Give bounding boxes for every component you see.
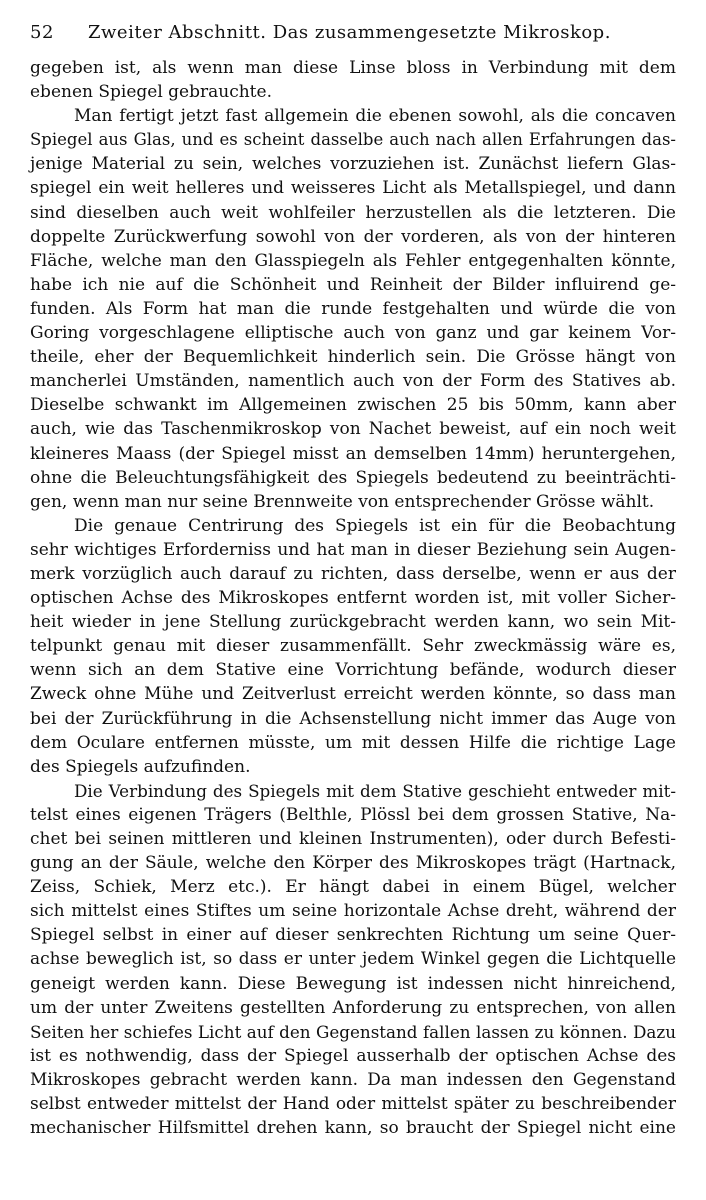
text-line: chet bei seinen mittleren und kleinen Instrumenten), oder durch Befesti- — [30, 829, 676, 849]
text-line: Seiten her schiefes Licht auf den Gegenstand fallen lassen zu können. Dazu — [30, 1021, 676, 1042]
page-header — [30, 22, 676, 56]
text-line: wenn sich an dem Stative eine Vorrichtung befände, wodurch dieser — [30, 660, 676, 681]
text-line: Die Verbindung des Spiegels mit dem Stative geschieht entweder mit- — [74, 780, 676, 801]
text-line: dem Oculare entfernen müsste, um mit dessen Hilfe die richtige Lage — [30, 732, 676, 753]
text-line: Zweck ohne Mühe und Zeitverlust erreicht werden könnte, so dass man — [30, 684, 676, 705]
text-line: funden. Als Form hat man die runde festgehalten und würde die von — [30, 298, 676, 319]
text-line: selbst entweder mittelst der Hand oder mittelst später zu beschreibender — [30, 1094, 676, 1115]
book-page — [30, 22, 676, 1140]
paragraph-mirror-centering — [30, 514, 676, 779]
text-line: Goring vorgeschlagene elliptische auch von ganz und gar keinem Vor- — [30, 323, 676, 344]
text-line: Fläche, welche man den Glasspiegeln als Fehler entgegenhalten könnte, — [30, 250, 676, 271]
text-line: mancherlei Umständen, namentlich auch von der Form des Statives ab. — [30, 371, 676, 392]
paragraph-continuation — [30, 56, 676, 104]
text-line: ohne die Beleuchtungsfähigkeit des Spiegels bedeutend zu beeinträchti- — [30, 467, 676, 488]
text-line: ist es nothwendig, dass der Spiegel ausserhalb der optischen Achse des — [30, 1045, 676, 1066]
text-line: Mikroskopes gebracht werden kann. Da man indessen den Gegenstand — [30, 1069, 676, 1090]
text-line: Spiegel aus Glas, und es scheint dasselbe auch nach allen Erfahrungen das- — [30, 130, 676, 150]
text-line: achse beweglich ist, so dass er unter jedem Winkel gegen die Lichtquelle — [30, 949, 676, 970]
paragraph-mirror-mounting — [30, 779, 676, 1140]
text-line: Zeiss, Schiek, Merz etc.). Er hängt dabei in einem Bügel, welcher — [30, 877, 676, 898]
text-line: habe ich nie auf die Schönheit und Reinheit der Bilder influirend ge- — [30, 274, 676, 295]
text-line: gen, wenn man nur seine Brennweite von entsprechender Grösse wählt. — [30, 491, 655, 512]
text-line: um der unter Zweitens gestellten Anforderung zu entsprechen, von allen — [30, 997, 676, 1018]
text-line: auch, wie das Taschenmikroskop von Nachet beweist, auf ein noch weit — [30, 419, 676, 440]
text-line: geneigt werden kann. Diese Bewegung ist indessen nicht hinreichend, — [30, 973, 676, 994]
text-line: telst eines eigenen Trägers (Belthle, Plössl bei dem grossen Stative, Na- — [30, 804, 676, 825]
text-line: spiegel ein weit helleres und weisseres Licht als Metallspiegel, und dann — [30, 178, 676, 199]
text-line: kleineres Maass (der Spiegel misst an demselben 14mm) heruntergehen, — [30, 443, 676, 464]
text-line: theile, eher der Bequemlichkeit hinderlich sein. Die Grösse hängt von — [30, 347, 676, 368]
text-line: mechanischer Hilfsmittel drehen kann, so braucht der Spiegel nicht eine — [30, 1118, 676, 1139]
text-line: doppelte Zurückwerfung sowohl von der vorderen, als von der hinteren — [30, 226, 676, 247]
text-line: sich mittelst eines Stiftes um seine horizontale Achse dreht, während der — [30, 901, 676, 922]
text-line: des Spiegels aufzufinden. — [30, 756, 251, 777]
page-number: 52 — [30, 22, 54, 43]
paragraph-mirror-material — [30, 104, 676, 514]
text-line: Dieselbe schwankt im Allgemeinen zwischen 25 bis 50mm, kann aber — [30, 395, 676, 416]
text-line: merk vorzüglich auch darauf zu richten, dass derselbe, wenn er aus der — [30, 563, 676, 584]
text-line: sehr wichtiges Erforderniss und hat man in dieser Beziehung sein Augen- — [30, 539, 676, 560]
text-line: bei der Zurückführung in die Achsenstellung nicht immer das Auge von — [30, 708, 676, 729]
text-line: Man fertigt jetzt fast allgemein die ebenen sowohl, als die concaven — [74, 106, 676, 127]
text-line: Die genaue Centrirung des Spiegels ist ein für die Beobachtung — [74, 515, 676, 536]
text-line: jenige Material zu sein, welches vorzuziehen ist. Zunächst liefern Glas- — [30, 154, 676, 175]
text-line: Spiegel selbst in einer auf dieser senkrechten Richtung um seine Quer- — [30, 925, 676, 946]
text-line: optischen Achse des Mikroskopes entfernt worden ist, mit voller Sicher- — [30, 588, 676, 609]
text-line: telpunkt genau mit dieser zusammenfällt. Sehr zweckmässig wäre es, — [30, 636, 676, 657]
text-line: gung an der Säule, welche den Körper des Mikroskopes trägt (Hartnack, — [30, 853, 676, 874]
running-title: Zweiter Abschnitt. Das zusammengesetzte Mikroskop. — [88, 22, 611, 43]
text-line: sind dieselben auch weit wohlfeiler herzustellen als die letzteren. Die — [30, 202, 676, 223]
text-line: ebenen Spiegel gebrauchte. — [30, 82, 272, 103]
text-line: heit wieder in jene Stellung zurückgebracht werden kann, wo sein Mit- — [30, 612, 676, 633]
page-body — [30, 56, 676, 1140]
text-line: gegeben ist, als wenn man diese Linse bloss in Verbindung mit dem — [30, 58, 676, 78]
